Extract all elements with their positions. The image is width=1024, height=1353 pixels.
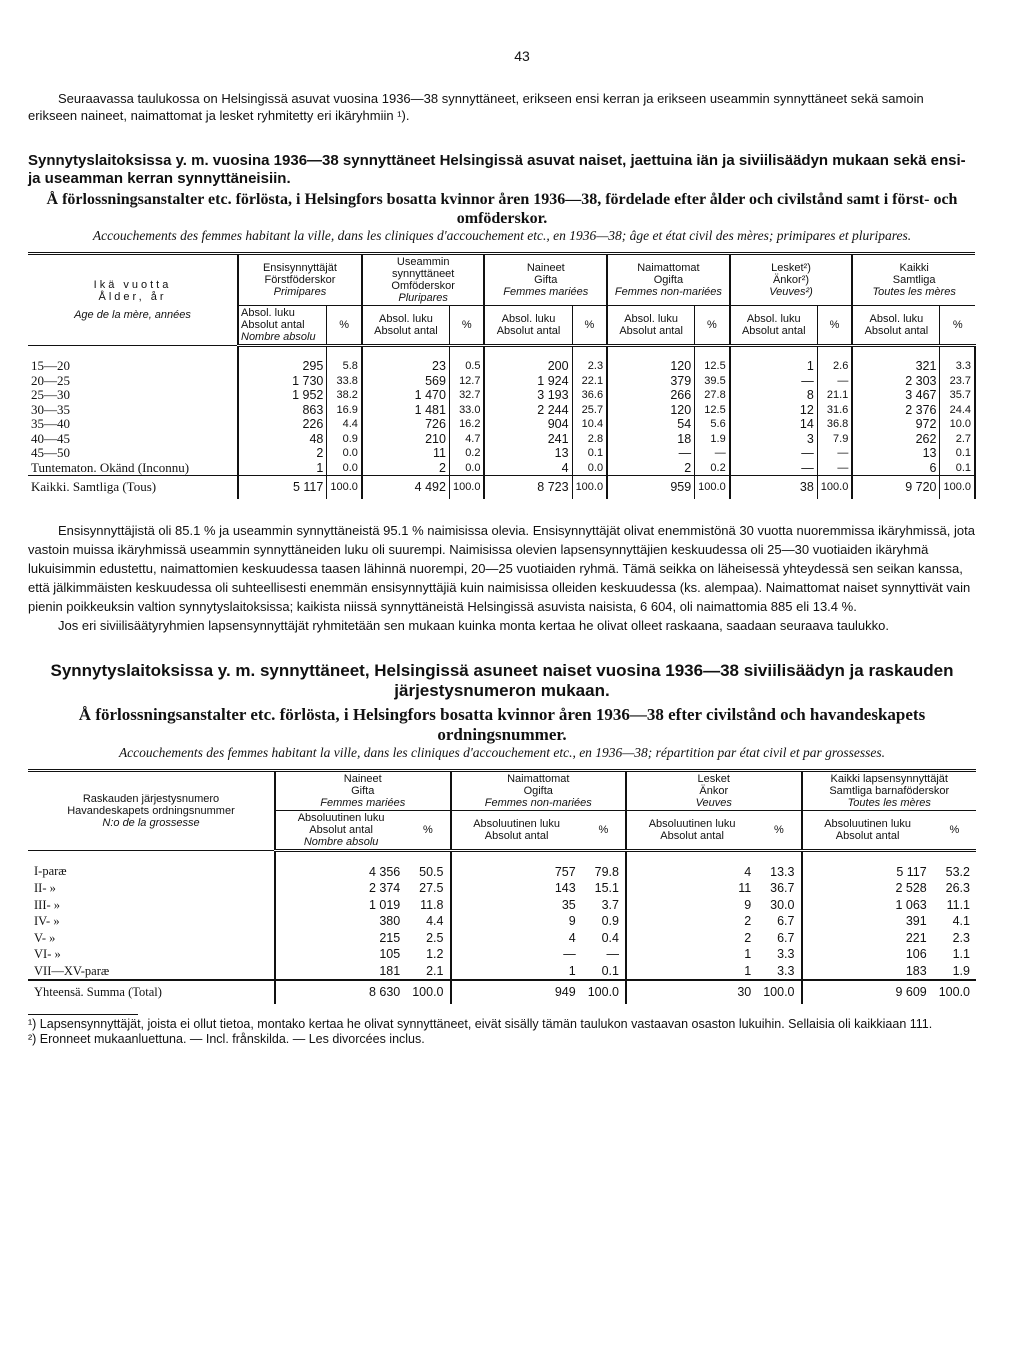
row-label: I-paræ xyxy=(34,864,67,878)
group-fi: Naimattomat xyxy=(507,772,570,785)
pct-cell: 27.5 xyxy=(419,881,444,895)
row-header-sv: Havandeskapets ordningsnummer xyxy=(67,804,235,817)
abs-cell: 380 xyxy=(275,913,406,930)
row-label: VII—XV-paræ xyxy=(34,963,110,978)
page-number: 43 xyxy=(514,48,530,64)
group-fi: Lesket xyxy=(697,772,730,785)
pct-cell: 79.8 xyxy=(594,864,619,879)
abs-cell: — xyxy=(730,446,818,461)
pct-cell: 24.4 xyxy=(940,403,975,418)
abs-cell: 2 xyxy=(607,461,695,476)
pct-cell: 2.3 xyxy=(952,930,970,945)
pct-cell: 2.3 xyxy=(572,346,607,374)
abs-cell: 8 xyxy=(730,388,818,403)
abs-cell: 1 xyxy=(626,946,757,963)
abs-cell: 30 xyxy=(626,980,757,1004)
abs-cell: 210 xyxy=(362,432,450,447)
abs-cell: 5 117 xyxy=(238,476,327,499)
pct-cell: 100.0 xyxy=(695,476,730,499)
table2-title-sv: Å förlossningsanstalter etc. förlösta, i Helsingfors bosatta kvinnor åren 1936—38 efter civilstånd och havandeskapets ordningsnummer. xyxy=(78,704,926,744)
abs-cell: 4 xyxy=(451,930,582,947)
table-row xyxy=(28,403,975,418)
group-sv: Änkor xyxy=(699,784,729,797)
abs-cell: 11 xyxy=(362,446,450,461)
table-row xyxy=(28,930,976,947)
abs-cell: 48 xyxy=(238,432,327,447)
group-sv: Gifta xyxy=(351,784,375,797)
pct-cell: 5.8 xyxy=(327,346,362,374)
pct-cell: 12.7 xyxy=(449,374,484,389)
abs-cell: 18 xyxy=(607,432,695,447)
pct-cell: 0.9 xyxy=(327,432,362,447)
abs-cell: 1 063 xyxy=(802,897,933,914)
group-fr: Veuves²) xyxy=(769,286,813,298)
pct-cell: 100.0 xyxy=(582,980,626,1004)
abs-header: Absol. luku Absolut antal xyxy=(607,306,695,346)
abs-cell: 54 xyxy=(607,417,695,432)
pct-cell: — xyxy=(817,446,852,461)
pct-cell: 1.1 xyxy=(952,947,970,961)
table-row xyxy=(28,913,976,930)
row-label: II- » xyxy=(34,881,56,895)
abs-cell: 35 xyxy=(451,897,582,914)
row-label: 20—25 xyxy=(31,372,70,388)
abs-cell: 2 xyxy=(626,913,757,930)
pct-cell: — xyxy=(606,947,619,961)
abs-cell: 569 xyxy=(362,374,450,389)
abs-cell: 143 xyxy=(451,880,582,897)
row-label: 25—30 xyxy=(31,387,70,402)
abs-header: Absol. luku Absolut antal xyxy=(484,306,572,346)
abs-cell: 105 xyxy=(275,946,406,963)
abs-cell: 106 xyxy=(802,946,933,963)
age-header xyxy=(28,254,238,346)
abs-cell: 949 xyxy=(451,980,582,1004)
pct-cell: 0.0 xyxy=(449,461,484,476)
pct-cell: — xyxy=(695,446,730,461)
pct-cell: 100.0 xyxy=(406,980,450,1004)
abs-cell: 38 xyxy=(730,476,818,499)
abs-cell: 120 xyxy=(607,403,695,418)
abs-cell: — xyxy=(607,446,695,461)
abs-cell: 12 xyxy=(730,403,818,418)
pct-cell: 25.7 xyxy=(572,403,607,418)
pct-cell: 0.2 xyxy=(449,446,484,461)
pct-cell: 32.7 xyxy=(449,388,484,403)
footnote-rule xyxy=(28,1014,138,1015)
pct-cell: 0.1 xyxy=(940,446,975,461)
abs-cell: 5 117 xyxy=(802,850,933,880)
table-row xyxy=(28,446,975,461)
pct-cell: 100.0 xyxy=(940,476,975,499)
group-fr: Femmes non-mariées xyxy=(614,286,722,298)
table-row xyxy=(28,963,976,981)
row-label: 30—35 xyxy=(31,401,70,417)
abs-cell: 266 xyxy=(607,388,695,403)
pct-cell: 12.5 xyxy=(695,403,730,418)
abs-cell: 1 470 xyxy=(362,388,450,403)
pct-cell: 0.0 xyxy=(327,446,362,461)
abs-cell: 183 xyxy=(802,963,933,981)
pct-header: % xyxy=(940,306,975,346)
abs-cell: 2 xyxy=(626,930,757,947)
pct-cell: 6.7 xyxy=(777,930,795,945)
table-age-civil-status xyxy=(28,252,976,499)
abs-cell: 3 xyxy=(730,432,818,447)
table-row xyxy=(28,850,976,880)
group-sv: Omföderskor xyxy=(391,280,455,292)
row-label: 45—50 xyxy=(31,445,70,460)
table1-title-fr: Accouchements des femmes habitant la ville, dans les cliniques d'accouchement etc., en 1936—38; âge et état civil des mères; primipares et pluripares. xyxy=(92,228,912,243)
table-row xyxy=(28,374,975,389)
group-fi: Naimattomat xyxy=(637,262,700,274)
group-fi: Useammin synnyttäneet xyxy=(391,256,455,280)
abs-cell: 4 356 xyxy=(275,850,406,880)
pct-header: % xyxy=(582,810,626,850)
pct-cell: 100.0 xyxy=(933,980,976,1004)
pct-cell: 23.7 xyxy=(940,374,975,389)
pct-cell: 11.1 xyxy=(946,897,970,912)
abs-cell: 1 924 xyxy=(484,374,572,389)
pct-cell: 2.5 xyxy=(426,930,444,945)
abs-cell: — xyxy=(730,374,818,389)
pct-cell: 36.7 xyxy=(770,881,795,895)
pct-cell: 100.0 xyxy=(817,476,852,499)
pct-cell: 30.0 xyxy=(770,897,795,912)
page xyxy=(28,48,976,1047)
pct-cell: 100.0 xyxy=(327,476,362,499)
pct-cell: 1.2 xyxy=(426,947,444,961)
row-label: V- » xyxy=(34,930,56,945)
abs-cell: — xyxy=(451,946,582,963)
pct-cell: 4.1 xyxy=(952,914,970,928)
group-sv: Ogifta xyxy=(523,784,553,797)
abs-cell: 181 xyxy=(275,963,406,981)
pct-cell: 10.0 xyxy=(940,417,975,432)
row-label: Yhteensä. Summa (Total) xyxy=(28,980,275,1004)
pct-cell: 0.1 xyxy=(572,446,607,461)
abs-cell: 295 xyxy=(238,346,327,374)
row-label: VI- » xyxy=(34,947,61,961)
abs-cell: 14 xyxy=(730,417,818,432)
pct-cell: 35.7 xyxy=(940,388,975,403)
group-header xyxy=(238,254,362,306)
pct-cell: 31.6 xyxy=(817,403,852,418)
pct-cell: 16.2 xyxy=(449,417,484,432)
pct-cell: 2.1 xyxy=(426,963,444,978)
abs-cell: 2 528 xyxy=(802,880,933,897)
abs-cell: — xyxy=(730,461,818,476)
pct-cell: 0.1 xyxy=(940,461,975,476)
pct-header: % xyxy=(757,810,801,850)
abs-cell: 262 xyxy=(852,432,940,447)
table-row xyxy=(28,417,975,432)
abs-header: Absoluutinen luku Absolut antal xyxy=(451,810,582,850)
group-fi: Kaikki lapsensynnyttäjät xyxy=(830,772,948,785)
abs-cell: 11 xyxy=(626,880,757,897)
analysis-paragraph: Ensisynnyttäjistä oli 85.1 % ja useammin synnyttäneistä 95.1 % naimisissa olevia. Ensisynnyttäjät olivat enemmistönä 30 vuotta nuoremmissa ikäryhmissä, jota vastoin muissa ikäryhmissä useammin synnyttäneiden luku oli suurempi. Naimisissa olevien lapsensynnyttäjien keskuudessa oli 25—30 vuotiaiden ikäryhmä lukuisimmin edustettu, naimattomien keskuudessa taasen lähinnä nuorempi, 20—25 vuotiaiden ryhmä. Tämä seikka on läheisessä yhteydessä sen seikan kanssa, että jälkimmäisten keskuudessa oli suhteellisesti enemmän ensisynnyttäjiä kuin naimisissa olleiden keskuudessa (ks. alempaa). Naimattomat naiset synnyttivät vain pienin poikkeuksin valtion synnytyslaitoksissa; kaikista niissä synnyttäneistä Helsingissä asuvista naisista, 6 604, oli naimattomia 885 eli 13.4 %. xyxy=(28,522,975,614)
abs-cell: 1 019 xyxy=(275,897,406,914)
abs-cell: 379 xyxy=(607,374,695,389)
pct-cell: 4.7 xyxy=(449,432,484,447)
pct-header: % xyxy=(817,306,852,346)
pct-cell: 26.3 xyxy=(945,881,970,895)
pct-cell: — xyxy=(817,461,852,476)
abs-cell: 4 xyxy=(484,461,572,476)
abs-cell: 2 244 xyxy=(484,403,572,418)
group-sv: Änkor²) xyxy=(772,274,810,286)
pct-cell: 53.2 xyxy=(945,864,970,879)
table-pregnancy-order xyxy=(28,769,976,1004)
group-fr: Primipares xyxy=(273,286,327,298)
group-header xyxy=(852,254,975,306)
group-fi: Ensisynnyttäjät xyxy=(262,262,337,274)
row-label: 40—45 xyxy=(31,430,70,446)
table-row xyxy=(28,880,976,897)
pct-cell: 100.0 xyxy=(449,476,484,499)
abs-cell: 959 xyxy=(607,476,695,499)
pct-cell: 6.7 xyxy=(777,914,795,928)
pct-cell: 3.3 xyxy=(940,346,975,374)
pct-cell: — xyxy=(817,374,852,389)
footnotes xyxy=(28,1017,976,1047)
table-row xyxy=(28,346,975,374)
group-header xyxy=(802,770,977,810)
table-row xyxy=(28,946,976,963)
pct-cell: 50.5 xyxy=(419,864,444,879)
footnote-1: ¹) Lapsensynnyttäjät, joista ei ollut tietoa, montako kertaa he olivat synnyttäneet, eivät sisälly tämän taulukon vastaavan osaston lukuihin. Sellaisia oli kaikkiaan 111. xyxy=(28,1016,933,1031)
pct-cell: 22.1 xyxy=(572,374,607,389)
pct-cell: 3.7 xyxy=(601,897,619,912)
pct-cell: 5.6 xyxy=(695,417,730,432)
pct-cell: 0.9 xyxy=(601,914,619,928)
pct-cell: 27.8 xyxy=(695,388,730,403)
abs-cell: 1 730 xyxy=(238,374,327,389)
footnote-2: ²) Eronneet mukaanluettuna. — Incl. frånskilda. — Les divorcées inclus. xyxy=(28,1031,425,1046)
abs-header: Absoluutinen luku Absolut antal xyxy=(626,810,757,850)
group-header xyxy=(484,254,607,306)
pct-header: % xyxy=(406,810,450,850)
abs-cell: 9 xyxy=(626,897,757,914)
abs-cell: 200 xyxy=(484,346,572,374)
abs-label: Absol. luku Absolut antal xyxy=(241,307,305,331)
pct-cell: 36.8 xyxy=(817,417,852,432)
abs-cell: 904 xyxy=(484,417,572,432)
abs-cell: 215 xyxy=(275,930,406,947)
table-row xyxy=(28,432,975,447)
abs-cell: 726 xyxy=(362,417,450,432)
abs-cell: 757 xyxy=(451,850,582,880)
pct-cell: 1.9 xyxy=(952,963,970,978)
pct-cell: 33.0 xyxy=(449,403,484,418)
pct-cell: 2.8 xyxy=(572,432,607,447)
abs-header: Absoluutinen luku Absolut antal xyxy=(802,810,933,850)
group-fi: Lesket²) xyxy=(771,262,811,274)
group-fi: Naineet xyxy=(526,262,565,274)
age-header-fr: Age de la mère, années xyxy=(74,309,191,321)
pct-cell: 7.9 xyxy=(817,432,852,447)
abs-cell: 221 xyxy=(802,930,933,947)
group-fi: Kaikki xyxy=(899,262,929,274)
abs-header xyxy=(275,810,406,850)
pct-cell: 100.0 xyxy=(572,476,607,499)
group-fr: Toutes les mères xyxy=(872,286,956,298)
pct-cell: 0.4 xyxy=(601,930,619,945)
row-header-fi: Raskauden järjestysnumero xyxy=(82,792,220,805)
table1-title-fi: Synnytyslaitoksissa y. m. vuosina 1936—38 synnyttäneet Helsingissä asuvat naiset, jaettuina iän ja siviilisäädyn mukaan sekä ensi- ja useamman kerran synnyttäneisiin. xyxy=(28,152,966,187)
pct-cell: 33.8 xyxy=(327,374,362,389)
group-fr: Femmes non-mariées xyxy=(484,796,592,809)
abs-cell: 9 609 xyxy=(802,980,933,1004)
row-header xyxy=(28,770,275,850)
group-sv: Ogifta xyxy=(653,274,684,286)
age-header-fi: Ikä vuotta xyxy=(93,279,172,291)
pct-cell: 21.1 xyxy=(817,388,852,403)
pct-cell: 38.2 xyxy=(327,388,362,403)
pct-cell: 3.3 xyxy=(777,947,795,961)
abs-cell: 4 xyxy=(626,850,757,880)
abs-cell: 226 xyxy=(238,417,327,432)
pct-cell: 0.0 xyxy=(327,461,362,476)
pct-cell: 0.0 xyxy=(572,461,607,476)
table2-title-fi: Synnytyslaitoksissa y. m. synnyttäneet, Helsingissä asuneet naiset vuosina 1936—38 siviilisäädyn ja raskauden järjestysnumeron mukaan. xyxy=(50,660,954,700)
pct-cell: 16.9 xyxy=(327,403,362,418)
abs-cell: 4 492 xyxy=(362,476,450,499)
row-label: 15—20 xyxy=(31,357,70,373)
group-header xyxy=(730,254,853,306)
abs-cell: 2 376 xyxy=(852,403,940,418)
group-sv: Förstföderskor xyxy=(264,274,336,286)
abs-cell: 13 xyxy=(484,446,572,461)
pct-cell: 13.3 xyxy=(770,864,795,879)
row-label: Kaikki. Samtliga (Tous) xyxy=(28,476,238,499)
abs-cell: 2 xyxy=(362,461,450,476)
group-sv: Gifta xyxy=(534,274,558,286)
group-header xyxy=(362,254,485,306)
pct-cell: 0.1 xyxy=(601,963,619,978)
row-label: 35—40 xyxy=(31,416,70,431)
row-label: III- » xyxy=(34,897,61,912)
abs-cell: 8 723 xyxy=(484,476,572,499)
group-fr: Pluripares xyxy=(398,292,448,304)
abs-label-fr: Nombre absolu xyxy=(241,331,316,343)
abs-label-fr: Nombre absolu xyxy=(303,835,379,848)
abs-header: Absol. luku Absolut antal xyxy=(362,306,450,346)
abs-cell: 8 630 xyxy=(275,980,406,1004)
abs-cell: 391 xyxy=(802,913,933,930)
abs-cell: 23 xyxy=(362,346,450,374)
pct-cell: 36.6 xyxy=(572,388,607,403)
pct-cell: 3.3 xyxy=(777,963,795,978)
group-header xyxy=(451,770,627,810)
pct-cell: 15.1 xyxy=(594,881,619,895)
pct-cell: 39.5 xyxy=(695,374,730,389)
abs-cell: 241 xyxy=(484,432,572,447)
table2-title-fr: Accouchements des femmes habitant la ville, dans les cliniques d'accouchement etc., en 1936—38; répartition par état civil et par grossesses. xyxy=(118,744,886,760)
abs-cell: 13 xyxy=(852,446,940,461)
pct-cell: 100.0 xyxy=(757,980,801,1004)
group-sv: Samtliga xyxy=(892,274,936,286)
abs-cell: 3 467 xyxy=(852,388,940,403)
pct-header: % xyxy=(933,810,976,850)
abs-cell: 6 xyxy=(852,461,940,476)
row-label: IV- » xyxy=(34,914,60,928)
abs-cell: 1 952 xyxy=(238,388,327,403)
pct-cell: 4.4 xyxy=(327,417,362,432)
abs-cell: 9 xyxy=(451,913,582,930)
table-row xyxy=(28,388,975,403)
abs-cell: 863 xyxy=(238,403,327,418)
abs-cell: 2 xyxy=(238,446,327,461)
pct-cell: 0.5 xyxy=(449,346,484,374)
group-fr: Veuves xyxy=(695,796,732,809)
abs-cell: 120 xyxy=(607,346,695,374)
pct-header: % xyxy=(572,306,607,346)
row-label: Tuntematon. Okänd (Inconnu) xyxy=(31,459,190,475)
pct-cell: 10.4 xyxy=(572,417,607,432)
pct-cell: 1.9 xyxy=(695,432,730,447)
table1-title-sv: Å förlossningsanstalter etc. förlösta, i Helsingfors bosatta kvinnor åren 1936—38, fördelade efter ålder och civilstånd samt i först- och omföderskor. xyxy=(46,191,958,227)
total-row xyxy=(28,980,976,1004)
age-header-sv: Ålder, år xyxy=(98,291,167,303)
abs-cell: 1 481 xyxy=(362,403,450,418)
abs-header: Absol. luku Absolut antal xyxy=(852,306,940,346)
abs-cell: 2 374 xyxy=(275,880,406,897)
lead-paragraph: Jos eri siviilisäätyryhmien lapsensynnyttäjät ryhmitetään sen mukaan kuinka monta kertaa he olivat olleet raskaana, saadaan seuraava taulukko. xyxy=(58,617,890,633)
group-fr: Femmes mariées xyxy=(503,286,589,298)
abs-header: Absol. luku Absolut antal xyxy=(730,306,818,346)
pct-header: % xyxy=(449,306,484,346)
abs-cell: 1 xyxy=(626,963,757,981)
abs-label: Absoluutinen luku Absolut antal xyxy=(297,811,385,836)
abs-cell: 3 193 xyxy=(484,388,572,403)
abs-cell: 972 xyxy=(852,417,940,432)
abs-cell: 2 303 xyxy=(852,374,940,389)
abs-cell: 1 xyxy=(451,963,582,981)
intro-paragraph: Seuraavassa taulukossa on Helsingissä asuvat vuosina 1936—38 synnyttäneet, erikseen ensi kerran ja erikseen useammin synnyttäneet sekä samoin erikseen naineet, naimattomat ja lesket ryhmitetty eri ikäryhmiin ¹). xyxy=(28,91,924,123)
group-fr: Femmes mariées xyxy=(320,796,406,809)
abs-cell: 1 xyxy=(730,346,818,374)
pct-cell: 4.4 xyxy=(426,914,444,928)
group-header xyxy=(275,770,451,810)
total-row xyxy=(28,476,975,499)
table-row xyxy=(28,897,976,914)
group-fr: Toutes les mères xyxy=(847,796,931,809)
pct-cell: 11.8 xyxy=(420,897,444,912)
pct-cell: 2.6 xyxy=(817,346,852,374)
group-fi: Naineet xyxy=(343,772,382,785)
row-header-fr: N:o de la grossesse xyxy=(102,816,200,829)
pct-header: % xyxy=(695,306,730,346)
pct-cell: 12.5 xyxy=(695,346,730,374)
abs-cell: 1 xyxy=(238,461,327,476)
abs-cell: 321 xyxy=(852,346,940,374)
table-row xyxy=(28,461,975,476)
pct-header: % xyxy=(327,306,362,346)
group-header xyxy=(626,770,802,810)
abs-header xyxy=(238,306,327,346)
pct-cell: 0.2 xyxy=(695,461,730,476)
pct-cell: 2.7 xyxy=(940,432,975,447)
abs-cell: 9 720 xyxy=(852,476,940,499)
group-sv: Samtliga barnaföderskor xyxy=(829,784,950,797)
group-header xyxy=(607,254,730,306)
